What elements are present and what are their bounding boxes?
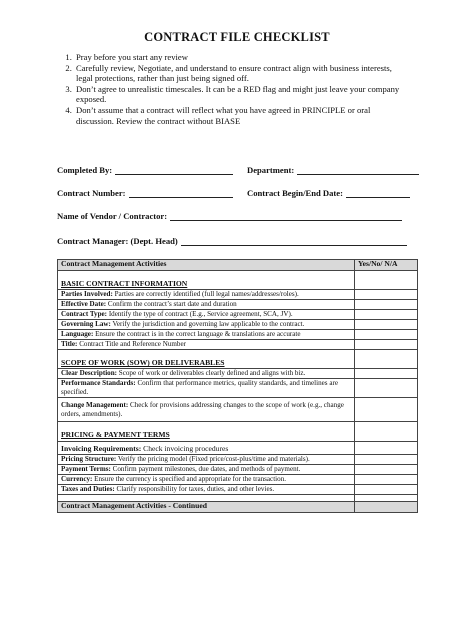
row-text: Scope of work or deliverables clearly defined and aligns with biz. xyxy=(117,369,306,378)
status-cell[interactable] xyxy=(355,330,418,340)
department-line[interactable] xyxy=(297,165,419,175)
instruction-item: 4. Don’t assume that a contract will reflect what you have agreed in PRINCIPLE or oral discussion. Review the contract without BIASE xyxy=(74,105,404,126)
row-label: Invoicing Requirements: xyxy=(61,443,142,453)
row-text: Check invoicing procedures xyxy=(141,443,229,453)
row-label: Clear Description: xyxy=(61,369,118,378)
row-text: Ensure the currency is specified and appropriate for the transaction. xyxy=(92,474,287,483)
status-cell[interactable] xyxy=(355,290,418,300)
contract-number-label: Contract Number: xyxy=(57,188,126,198)
page-title: CONTRACT FILE CHECKLIST xyxy=(144,30,330,44)
status-cell[interactable] xyxy=(355,350,418,369)
row-label: Parties Involved: xyxy=(61,290,113,299)
row-label: Performance Standards: xyxy=(61,379,136,388)
instruction-item: 3. Don’t agree to unrealistic timescales. It can be a RED flag and might just leave your company exposed. xyxy=(74,84,404,105)
vendor-label: Name of Vendor / Contractor: xyxy=(57,211,168,221)
section-pricing: PRICING & PAYMENT TERMS xyxy=(58,422,355,441)
completed-by-field[interactable] xyxy=(57,165,233,175)
footer-activities: Contract Management Activities - Continued xyxy=(58,501,355,512)
completed-by-label: Completed By: xyxy=(57,165,113,175)
status-cell[interactable] xyxy=(355,441,418,454)
instruction-item: 1. Pray before you start any review xyxy=(74,52,404,63)
table-row xyxy=(58,300,418,310)
status-cell[interactable] xyxy=(355,454,418,464)
status-cell[interactable] xyxy=(355,320,418,330)
section-sow: SCOPE OF WORK (SOW) OR DELIVERABLES xyxy=(58,350,355,369)
table-row xyxy=(58,369,418,379)
row-label: Change Management: xyxy=(61,401,129,410)
table-row xyxy=(58,320,418,330)
row-text: Parties are correctly identified (full legal names/addresses/roles). xyxy=(112,290,299,299)
table-row xyxy=(58,310,418,320)
row-text: Confirm that performance metrics, quality standards, and timelines are specified. xyxy=(61,379,338,396)
department-field[interactable] xyxy=(247,165,419,175)
row-text: Confirm the contract’s start date and duration xyxy=(106,300,237,309)
contract-dates-line[interactable] xyxy=(346,188,410,198)
instructions-list xyxy=(60,52,404,126)
row-label: Governing Law: xyxy=(61,320,111,329)
completed-by-line[interactable] xyxy=(115,165,233,175)
section-basic: BASIC CONTRACT INFORMATION xyxy=(58,271,355,290)
table-row xyxy=(58,441,418,454)
table-footer-row xyxy=(58,501,418,512)
table-row xyxy=(58,454,418,464)
table-row xyxy=(58,398,418,422)
row-text: Identify the type of contract (E.g., Service agreement, SCA, JV). xyxy=(107,310,293,319)
status-cell[interactable] xyxy=(355,300,418,310)
status-cell[interactable] xyxy=(355,398,418,422)
row-text: Verify the pricing model (Fixed price/cost-plus/time and materials). xyxy=(116,454,310,463)
row-label: Currency: xyxy=(61,474,93,483)
instruction-item: 2. Carefully review, Negotiate, and understand to ensure contract align with business interests, legal protections, rather than just being signed off. xyxy=(74,63,404,84)
table-row xyxy=(58,330,418,340)
status-cell[interactable] xyxy=(355,484,418,494)
contract-dates-label: Contract Begin/End Date: xyxy=(247,188,343,198)
row-text: Confirm payment milestones, due dates, and methods of payment. xyxy=(110,464,301,473)
row-label: Payment Terms: xyxy=(61,464,111,473)
section-row xyxy=(58,422,418,441)
row-label: Contract Type: xyxy=(61,310,108,319)
table-row xyxy=(58,464,418,474)
row-text: Verify the jurisdiction and governing law applicable to the contract. xyxy=(110,320,305,329)
manager-field[interactable] xyxy=(57,236,407,246)
contract-dates-field[interactable] xyxy=(247,188,410,198)
status-cell[interactable] xyxy=(355,369,418,379)
table-row xyxy=(58,474,418,484)
section-row xyxy=(58,350,418,369)
row-label: Language: xyxy=(61,330,94,339)
vendor-line[interactable] xyxy=(170,211,402,221)
checklist-table xyxy=(57,259,418,513)
status-cell[interactable] xyxy=(355,271,418,290)
status-cell[interactable] xyxy=(355,474,418,484)
status-cell[interactable] xyxy=(355,422,418,441)
row-label: Title: xyxy=(61,340,78,349)
manager-label: Contract Manager: (Dept. Head) xyxy=(57,236,178,246)
table-row xyxy=(58,290,418,300)
row-label: Pricing Structure: xyxy=(61,454,117,463)
manager-line[interactable] xyxy=(181,236,407,246)
contract-number-line[interactable] xyxy=(129,188,233,198)
department-label: Department: xyxy=(247,165,295,175)
row-text: Ensure the contract is in the correct language & translations are accurate xyxy=(93,330,301,339)
vendor-field[interactable] xyxy=(57,211,402,221)
table-row xyxy=(58,379,418,398)
row-text: Clarify responsibility for taxes, duties, and other levies. xyxy=(114,484,275,493)
section-row xyxy=(58,271,418,290)
status-cell[interactable] xyxy=(355,379,418,398)
status-cell[interactable] xyxy=(355,310,418,320)
table-header-row xyxy=(58,260,418,271)
status-cell xyxy=(355,501,418,512)
row-label: Effective Date: xyxy=(61,300,107,309)
table-row xyxy=(58,340,418,350)
status-cell[interactable] xyxy=(355,494,418,501)
contract-number-field[interactable] xyxy=(57,188,233,198)
status-cell[interactable] xyxy=(355,340,418,350)
row-text: Check for provisions addressing changes to the scope of work (e.g., change orders, amendments). xyxy=(61,401,344,418)
header-status: Yes/No/ N/A xyxy=(355,260,418,271)
row-label: Taxes and Duties: xyxy=(61,484,115,493)
table-row xyxy=(58,484,418,494)
status-cell[interactable] xyxy=(355,464,418,474)
header-activities: Contract Management Activities xyxy=(58,260,355,271)
row-text: Contract Title and Reference Number xyxy=(77,340,186,349)
